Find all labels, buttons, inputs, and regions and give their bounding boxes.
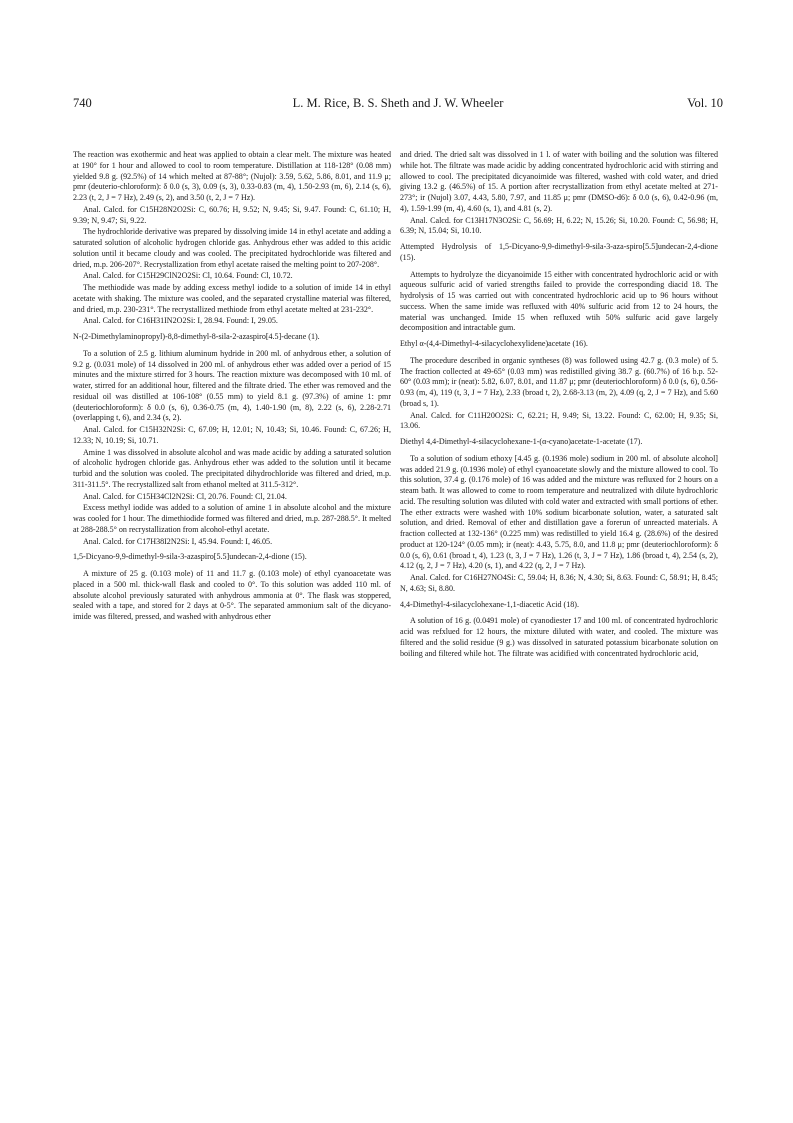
paragraph: A mixture of 25 g. (0.103 mole) of 11 and 11.7 g. (0.103 mole) of ethyl cyanoacetate was placed in a 500 ml. thick-wall flask and cooled to 0°. To this solution was added 110 ml. of absolute alcohol previously saturated with anhydrous ammonia at 0°. The flask was stoppered, sealed with a tape, and stored for 2 days at 0-5°. The separated ammonium salt of the dicyano-imide was filtered, pressed, and washed with anhydrous ether [73,569,391,621]
analysis-line: Anal. Calcd. for C15H32N2Si: C, 67.09; H, 12.01; N, 10.43; Si, 10.46. Found: C, 67.26; H, 12.33; N, 10.19; Si, 10.71. [73,425,391,445]
paragraph: Amine 1 was dissolved in absolute alcohol and was made acidic by adding a saturated solution of alcoholic hydrogen chloride gas. Anhydrous ether was added to the solution until it became turbid and the solution was cooled. The precipitated dihydrochloride was filtered and dried, m.p. 311-311.5°. The recrystallized salt from ethanol melted at 311.5-312°. [73,447,391,489]
analysis-line: Anal. Calcd. for C15H29ClN2O2Si: Cl, 10.64. Found: Cl, 10.72. [83,271,293,281]
section-heading: N-(2-Dimethylaminopropyl)-8,8-dimethyl-8-sila-2-azaspiro[4.5]-decane (1). [73,332,320,341]
page-number: 740 [73,96,92,110]
paragraph: The procedure described in organic syntheses (8) was followed using 42.7 g. (0.3 mole) of 5. The fraction collected at 49-65° (0.03 mm) was redistilled giving 38.7 g. (60.7%) of 16 b.p. 52-60° (0.03 mm); ir (neat): 5.82, 6.07, 8.01, and 11.87 μ; pmr (deuteriochloroform) δ 0.0 (s, 6), 0.56-0.93 (m, 4), 119 (t, 3, J = 7 Hz), 2.33 (broad t, 2), 2.68-3.13 (m, 2), 4.09 (q, 2, J = 7 Hz), and 5.60 (broad s, 1). [400,355,718,408]
paragraph: and dried. The dried salt was dissolved in 1 l. of water with boiling and the solution was filtered while hot. The filtrate was made acidic by adding concentrated hydrochloric acid with stirring and allowed to cool. The precipitated dicyanoimide was filtered, washed with cold water, and dried giving 13.2 g. (46.5%) of 15. A portion after recrystallization from ethyl acetate melted at 271-273°; ir (Nujol) 3.07, 4.43, 5.80, 7.97, and 11.85 μ; pmr (DMSO-d6): δ 0.0 (s, 6), 0.42-0.96 (m, 4), 1.59-1.99 (m, 4), 4.60 (s, 1), and 4.81 (s, 2). [400,150,718,213]
analysis-line: Anal. Calcd. for C17H38I2N2Si: I, 45.94. Found: I, 46.05. [83,536,273,546]
section-heading: Ethyl α-(4,4-Dimethyl-4-silacyclohexylidene)acetate (16). [400,339,588,348]
paragraph: To a solution of sodium ethoxy [4.45 g. (0.1936 mole) sodium in 200 ml. of absolute alcohol] was added 21.9 g. (0.1936 mole) of ethyl cyanoacetate slowly and the mixture allowed to cool. To this solution, 37.4 g. (0.176 mole) of 16 was added and the mixture was refluxed for 2 hours on a steam bath. It was allowed to come to room temperature and neutralized with dilute hydrochloric acid. The resulting solution was diluted with cold water and extracted with small portions of ether. The ether extracts were washed with 10% sodium bicarbonate solution, water, a saturated salt solution, and dried. Removal of ether and distillation gave a forerun of unreacted materials. A fraction collected at 132-136° (0.225 mm) was redistilled to yield 16.4 g. (28.6%) of the desired product at 120-124° (0.05 mm); ir (neat): 4.43, 5.75, 8.0, and 11.8 μ; pmr (deuteriochloroform): δ 0.0 (s, 6), 0.61 (broad t, 4), 1.23 (t, 3, J = 7 Hz), 1.26 (t, 3, J = 7 Hz), 1.86 (broad t, 4), 2.54 (s, 2), 4.12 (q, 2, J = 7 Hz), 4.20 (s, 1), and 4.22 (q, 2, J = 7 Hz). [400,453,718,571]
paragraph: To a solution of 2.5 g. lithium aluminum hydride in 200 ml. of anhydrous ether, a solution of 9.2 g. (0.031 mole) of 14 dissolved in 200 ml. of anhydrous ether was added over a period of 15 minutes and the mixture stirred for 3 hours. The reaction mixture was decomposed with 10 ml. of water, stirred for an additional hour, filtered and the filtrate dried. The ether was removed and the residual oil was distilled at 106-108° (0.55 mm) to yield 8.1 g. (97.3%) of amine 1: pmr (deuteriochloroform): δ 0.0 (s, 6), 0.36-0.75 (m, 4), 1.40-1.90 (m, 8), 2.22 (s, 6), 2.28-2.71 (overlapping t, 6), and 2.34 (s, 2). [73,348,391,423]
paragraph: Excess methyl iodide was added to a solution of amine 1 in absolute alcohol and the mixture was cooled for 1 hour. The dimethiodide formed was filtered and dried, m.p. 287-288.5°. It melted at 288-288.5° on recrystallization from alcohol-ethyl acetate. [73,503,391,534]
paragraph: A solution of 16 g. (0.0491 mole) of cyanodiester 17 and 100 ml. of concentrated hydrochloric acid was refxlued for 12 hours, the mixture diluted with water, and cooled. The mixture was filtered and the solid residue (9 g.) was dissolved in saturated potassium bicarbonate solution on boiling and filtered while hot. The filtrate was acidified with concentrated hydrochloric acid, [400,616,718,658]
paragraph: The reaction was exothermic and heat was applied to obtain a clear melt. The mixture was heated at 190° for 1 hour and allowed to cool to room temperature. Distillation at 118-128° (0.08 mm) yielded 9.8 g. (92.5%) of 14 which melted at 87-88°; (Nujol): 3.59, 5.62, 5.86, 8.01, and 11.9 μ; pmr (deuterio-chloroform): δ 0.0 (s, 3), 0.09 (s, 3), 0.33-0.83 (m, 4), 1.50-2.93 (m, 6), 2.14 (s, 6), 2.23 (t, 2, J = 7 Hz), 2.49 (s, 2), and 3.50 (t, 2, J = 7 Hz). [73,150,391,202]
running-authors: L. M. Rice, B. S. Sheth and J. W. Wheeler [292,96,504,110]
right-column [400,150,718,660]
analysis-line: Anal. Calcd. for C11H20O2Si: C, 62.21; H, 9.49; Si, 13.22. Found: C, 62.00; H, 9.35; Si, 13.06. [400,410,718,431]
left-column [73,150,391,624]
analysis-line: Anal. Calcd. for C15H28N2O2Si: C, 60.76; H, 9.52; N, 9.45; Si, 9.47. Found: C, 61.10; H, 9.39; N, 9.47; Si, 9.22. [73,204,391,225]
analysis-line: Anal. Calcd. for C16H27NO4Si: C, 59.04; H, 8.36; N, 4.30; Si, 8.63. Found: C, 58.91; H, 8.45; N, 4.63; Si, 8.80. [400,573,718,593]
section-heading: 1,5-Dicyano-9,9-dimethyl-9-sila-3-azaspiro[5.5]undecan-2,4-dione (15). [73,552,307,562]
section-heading: Diethyl 4,4-Dimethyl-4-silacyclohexane-1-(α-cyano)acetate-1-acetate (17). [400,437,643,446]
volume-label: Vol. 10 [687,96,723,110]
section-heading: Attempted Hydrolysis of 1,5-Dicyano-9,9-dimethyl-9-sila-3-aza-spiro[5.5]undecan-2,4-dione (15). [400,242,718,262]
paragraph: Attempts to hydrolyze the dicyanoimide 15 either with concentrated hydrochloric acid or with aqueous sulfuric acid of varied strengths failed to provide the corresponding diacid 18. The hydrolysis of 15 was carried out with concentrated hydrochloric acid up to 96 hours without success. When the same imide was refluxed with 40% sulfuric acid from 12 to 24 hours, the material was unchanged. Imide 15 when refluxed wtih 50% sulfuric acid gave largely decomposition and intractable gum. [400,269,718,333]
analysis-line: Anal. Calcd. for C16H31IN2O2Si: I, 28.94. Found: I, 29.05. [83,316,278,326]
section-heading: 4,4-Dimethyl-4-silacyclohexane-1,1-diacetic Acid (18). [400,599,579,609]
paragraph: The hydrochloride derivative was prepared by dissolving imide 14 in ethyl acetate and adding a saturated solution of alcoholic hydrogen chloride gas. Anhydrous ether was added to this acidic solution until it became cloudy and was cooled. The precipitated hydrochloride was filtered and dried, m.p. 206-207°. Recrystallization from ethyl acetate raised the melting point to 207-208°. [73,227,391,269]
running-header [73,96,723,112]
paragraph: The methiodide was made by adding excess methyl iodide to a solution of imide 14 in ethyl acetate with shaking. The mixture was cooled, and the separated crystalline material was filtered, and dried, m.p. 230-231°. The recrystallized methiode from ethyl acetate melted at 231-232°. [73,283,391,314]
analysis-line: Anal. Calcd. for C13H17N3O2Si: C, 56.69; H, 6.22; N, 15.26; Si, 10.20. Found: C, 56.98; H, 6.39; N, 15.04; Si, 10.10. [400,215,718,236]
analysis-line: Anal. Calcd. for C15H34Cl2N2Si: Cl, 20.76. Found: Cl, 21.04. [83,491,287,501]
